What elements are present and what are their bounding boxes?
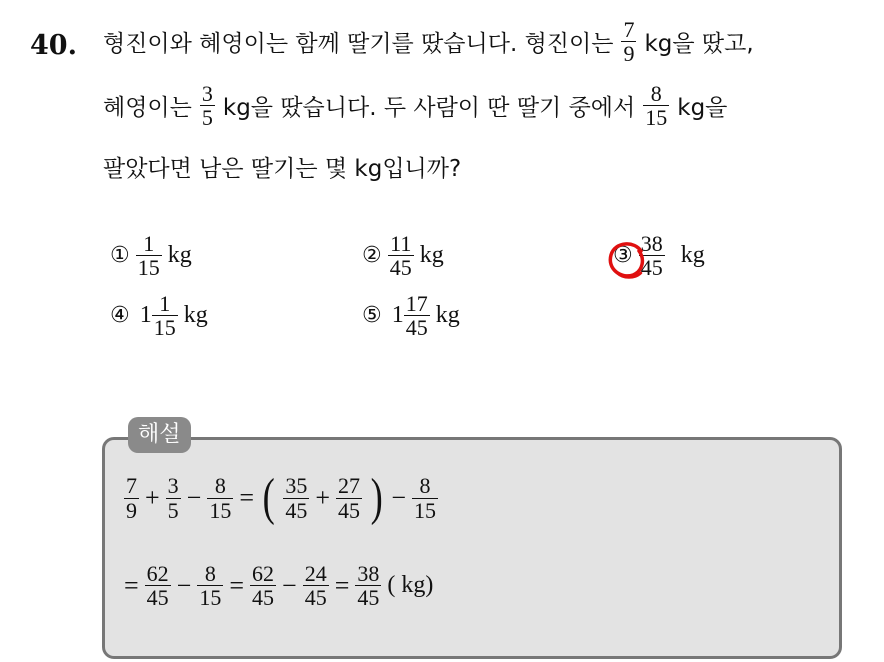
choice-unit: kg: [419, 242, 444, 269]
operator-equals: =: [239, 483, 255, 512]
fraction-denominator: 15: [153, 315, 176, 341]
solution-line-1: [124, 469, 438, 526]
fraction: $\frac{38}{45}$: [357, 561, 380, 611]
left-paren: (: [262, 469, 275, 526]
fraction: $\frac{7}{9}$: [126, 473, 137, 523]
operator-minus: −: [391, 483, 407, 512]
choice-fraction: [152, 292, 178, 339]
choice-mark: ⑤: [362, 303, 382, 329]
fraction: $\frac{35}{45}$: [285, 473, 308, 523]
operator-equals: =: [334, 570, 350, 600]
fraction-numerator: 8: [650, 81, 662, 106]
choice-mark: ④: [110, 303, 130, 329]
fraction-denominator: 45: [640, 255, 663, 281]
choice-unit: kg: [183, 302, 208, 329]
fraction-hyeongjin: [621, 18, 636, 65]
operator-plus: +: [145, 483, 160, 512]
choice-5[interactable]: [362, 292, 460, 339]
operator-plus: +: [315, 483, 331, 512]
fraction-denominator: 45: [405, 315, 428, 341]
question-text-2-mid: kg을 땄습니다. 두 사람이 딴 딸기 중에서: [222, 95, 636, 122]
fraction-numerator: 38: [640, 231, 663, 256]
fraction-denominator: 9: [623, 41, 635, 67]
fraction: $\frac{62}{45}$: [146, 561, 169, 611]
operator-minus: −: [186, 483, 202, 512]
fraction-sold: [643, 82, 669, 129]
fraction: $\frac{8}{15}$: [199, 561, 222, 611]
fraction: $\frac{8}{15}$: [414, 473, 437, 523]
fraction: $\frac{27}{45}$: [338, 473, 361, 523]
fraction: $\frac{8}{15}$: [209, 473, 232, 523]
fraction-denominator: 15: [137, 255, 160, 281]
question-line-2: [103, 82, 727, 129]
choice-whole: 1: [391, 302, 404, 329]
choice-fraction: [388, 232, 414, 279]
choice-unit: kg: [680, 242, 705, 269]
fraction-denominator: 45: [389, 255, 412, 281]
fraction-denominator: 15: [645, 105, 668, 131]
question-text-1: 형진이와 혜영이는 함께 딸기를 땄습니다. 형진이는: [103, 31, 614, 58]
question-line-1: [103, 18, 754, 65]
fraction-numerator: 17: [405, 291, 428, 316]
choice-unit: kg: [435, 302, 460, 329]
choice-fraction: [404, 292, 430, 339]
fraction-denominator: 5: [201, 105, 213, 131]
unit-label: ( kg): [387, 572, 434, 599]
fraction-numerator: 7: [623, 17, 635, 42]
choice-1[interactable]: [110, 232, 192, 279]
fraction: $\frac{3}{5}$: [167, 473, 179, 523]
solution-tag: 해설: [128, 417, 191, 453]
question-text-2-start: 혜영이는: [103, 95, 192, 122]
fraction-hyeyoung: [200, 82, 215, 129]
fraction-numerator: 3: [201, 81, 213, 106]
operator-equals: =: [124, 570, 139, 600]
question-line-3: 팔았다면 남은 딸기는 몇 kg입니까?: [103, 156, 462, 182]
choice-mark: ③: [613, 243, 633, 269]
operator-minus: −: [176, 570, 192, 600]
fraction: $\frac{24}{45}$: [304, 561, 327, 611]
operator-equals: =: [229, 570, 245, 600]
operator-minus: −: [282, 570, 297, 600]
solution-line-2: [124, 562, 433, 609]
choice-mark: ②: [362, 243, 382, 269]
fraction-numerator: 11: [390, 231, 412, 256]
choice-mark: ①: [110, 243, 130, 269]
fraction-numerator: 1: [159, 291, 171, 316]
right-paren: ): [370, 469, 383, 526]
fraction: $\frac{62}{45}$: [252, 561, 275, 611]
choice-whole: 1: [139, 302, 152, 329]
question-number: 40.: [30, 30, 77, 61]
selected-answer-circle-icon: [605, 237, 651, 283]
fraction-numerator: 1: [143, 231, 155, 256]
choice-2[interactable]: [362, 232, 444, 279]
question-text-1-end: kg을 땄고,: [644, 31, 754, 58]
choice-fraction: [136, 232, 162, 279]
choice-4[interactable]: [110, 292, 208, 339]
solution-box: [102, 437, 842, 659]
question-text-2-end: kg을: [677, 95, 728, 122]
choice-unit: kg: [167, 242, 192, 269]
